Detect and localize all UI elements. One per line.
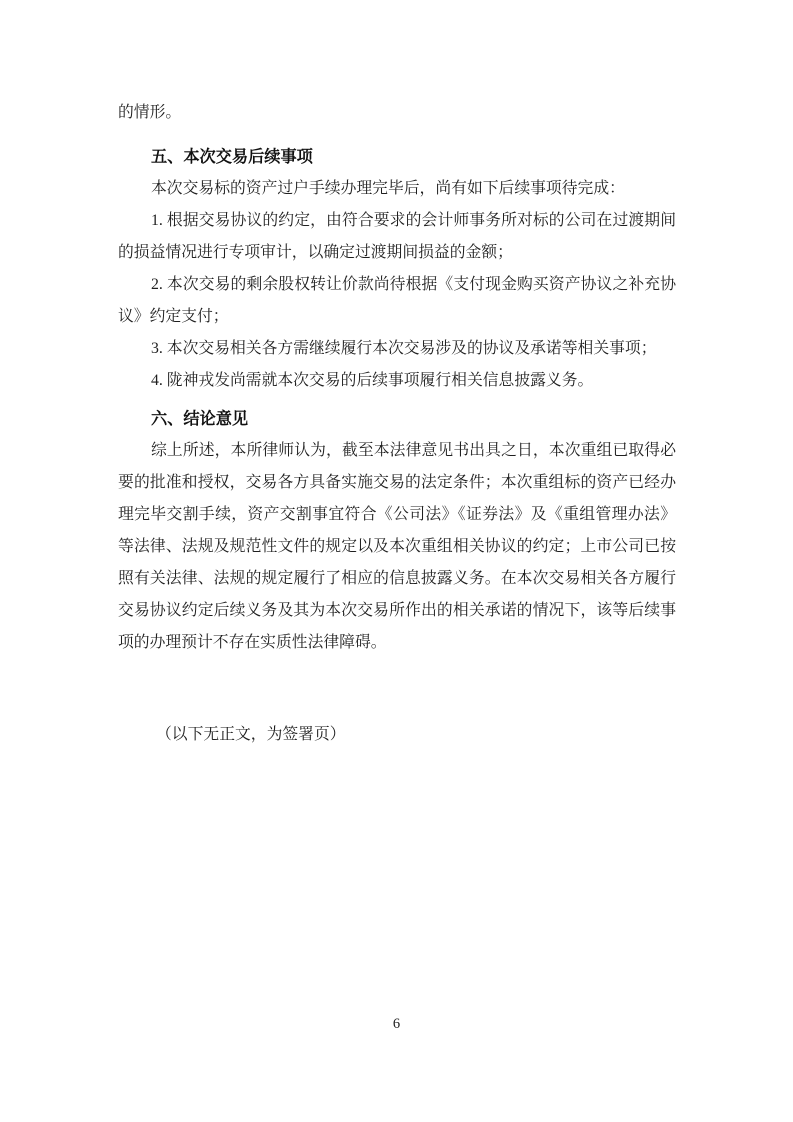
- list-item-3: 3. 本次交易相关各方需继续履行本次交易涉及的协议及承诺等相关事项；: [151, 340, 657, 357]
- paragraph-continuation: 的情形。: [118, 104, 182, 121]
- closing-note: （以下无正文，为签署页）: [156, 726, 346, 743]
- list-item-1: 1. 根据交易协议的约定，由符合要求的会计师事务所对标的公司在过渡期间的损益情况进行专项审计，以确定过渡期间损益的金额；: [118, 212, 676, 261]
- section-heading-six: 六、结论意见: [151, 410, 249, 428]
- list-item-4: 4. 陇神戎发尚需就本次交易的后续事项履行相关信息披露义务。: [151, 372, 594, 389]
- conclusion-paragraph: 综上所述，本所律师认为，截至本法律意见书出具之日，本次重组已取得必要的批准和授权，交易各方具备实施交易的法定条件；本次重组标的资产已经办理完毕交割手续，资产交割事宜符合《公司法》《证券法》及《重组管理办法》等法律、法规及规范性文件的规定以及本次重组相关协议的约定；上市公司已按照有关法律、法规的规定履行了相应的信息披露义务。在本次交易相关各方履行交易协议约定后续义务及其为本次交易所作出的相关承诺的情况下，该等后续事项的办理预计不存在实质性法律障碍。: [118, 442, 676, 651]
- list-item-2: 2. 本次交易的剩余股权转让价款尚待根据《支付现金购买资产协议之补充协议》约定支付；: [118, 276, 676, 325]
- page-number: 6: [392, 1016, 401, 1032]
- paragraph-intro: 本次交易标的资产过户手续办理完毕后，尚有如下后续事项待完成：: [151, 180, 625, 197]
- section-heading-five: 五、本次交易后续事项: [151, 148, 313, 166]
